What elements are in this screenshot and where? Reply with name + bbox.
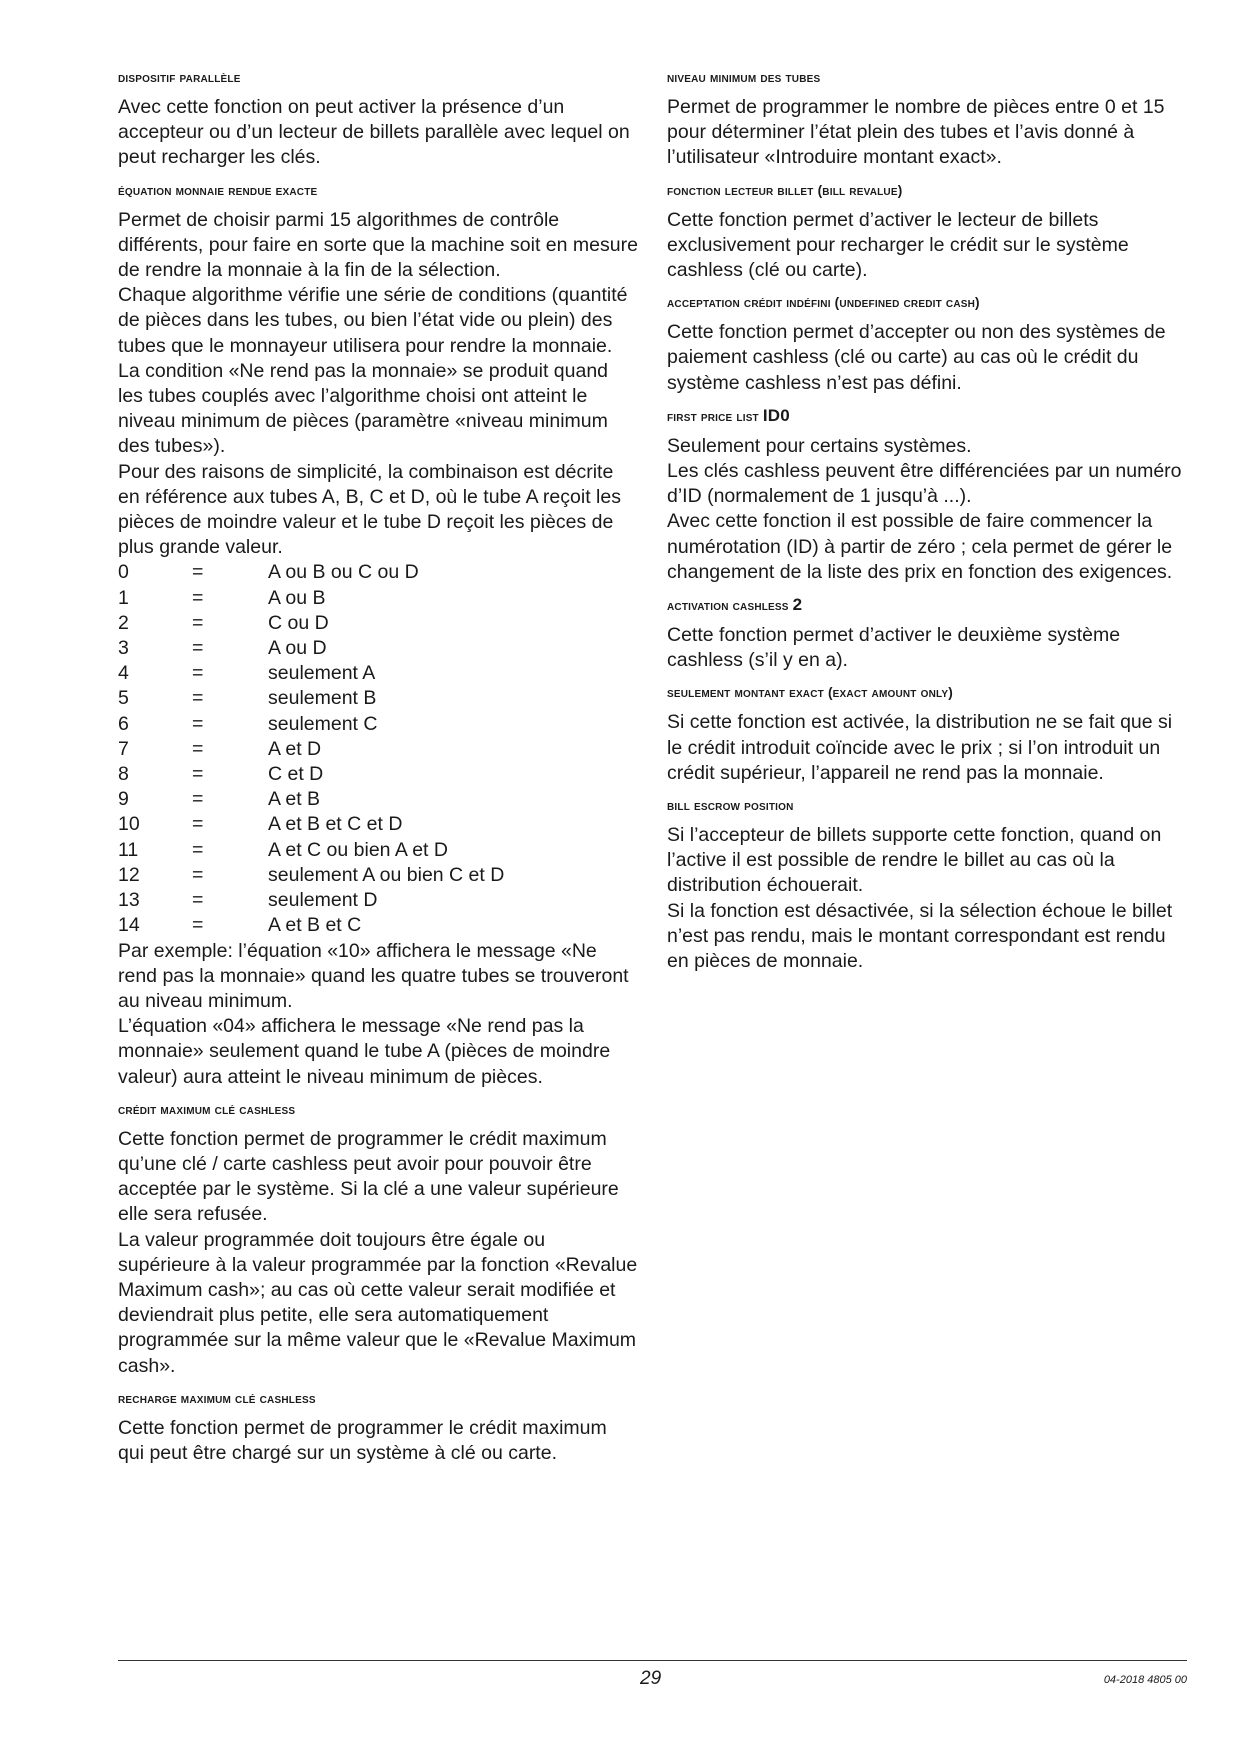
section-undefined-credit xyxy=(667,295,1187,396)
section-bill-escrow xyxy=(667,798,1187,974)
section-heading: fonction lecteur billet (bill revalue) xyxy=(667,182,903,198)
paragraph: Avec cette fonction il est possible de faire commencer la numérotation (ID) à partir de zéro ; cela permet de gérer le changement de la liste des prix en fonction des exigences. xyxy=(667,510,1173,583)
equation-text: A ou B ou C ou D xyxy=(268,561,419,584)
equation-number: 7 xyxy=(118,737,129,760)
paragraph: Cette fonction permet de programmer le crédit maximum qui peut être chargé sur un système à clé ou carte. xyxy=(118,1416,607,1464)
equation-number: 0 xyxy=(118,561,129,584)
section-recharge-maximum xyxy=(118,1391,638,1466)
section-heading: recharge maximum clé cashless xyxy=(118,1390,316,1406)
equation-sign: = xyxy=(192,914,204,937)
paragraph: Si la fonction est désactivée, si la sélection échoue le billet n’est pas rendu, mais le montant correspondant est rendu en pièces de monnaie. xyxy=(667,899,1173,973)
equation-number: 5 xyxy=(118,687,129,710)
paragraph: L’équation «04» affichera le message «Ne rend pas la monnaie» seulement quand le tube A (pièces de moindre valeur) aura atteint le niveau minimum de pièces. xyxy=(118,1015,611,1088)
heading-text: activation cashless xyxy=(667,598,789,614)
equation-sign: = xyxy=(192,561,204,584)
equation-number: 14 xyxy=(118,914,140,937)
equation-number: 13 xyxy=(118,889,140,912)
page-number: 29 xyxy=(640,1668,662,1689)
equation-row xyxy=(118,762,638,787)
section-dispositif-parallele xyxy=(118,70,638,171)
heading-text: first price list xyxy=(667,408,759,424)
section-bill-revalue xyxy=(667,183,1187,284)
paragraph: Cette fonction permet d’accepter ou non des systèmes de paiement cashless (clé ou carte) au cas où le crédit du système cashless n’est pas défini. xyxy=(667,321,1166,394)
equation-text: A et B xyxy=(268,788,321,811)
equation-sign: = xyxy=(192,863,204,886)
equation-text: seulement A ou bien C et D xyxy=(268,863,505,886)
equation-sign: = xyxy=(192,687,204,710)
document-code: 04-2018 4805 00 xyxy=(1103,1674,1187,1686)
paragraph: Cette fonction permet d’activer le deuxième système cashless (s’il y en a). xyxy=(667,624,1121,672)
equation-text: A et B et C et D xyxy=(268,813,403,836)
equation-number: 11 xyxy=(118,838,139,861)
equation-row xyxy=(118,611,638,636)
equation-sign: = xyxy=(192,763,204,786)
equation-text: A et C ou bien A et D xyxy=(268,838,448,861)
equation-row xyxy=(118,737,638,762)
heading-suffix: ID0 xyxy=(762,405,790,425)
equation-sign: = xyxy=(192,889,204,912)
equation-row xyxy=(118,913,638,938)
paragraph: Les clés cashless peuvent être différenciées par un numéro d’ID (normalement de 1 jusqu’à ...). xyxy=(667,460,1182,508)
equation-text: A et B et C xyxy=(268,914,362,937)
equation-row xyxy=(118,636,638,661)
equation-row xyxy=(118,661,638,686)
equation-row xyxy=(118,586,638,611)
paragraph: Pour des raisons de simplicité, la combinaison est décrite en référence aux tubes A, B, C et D, où le tube A reçoit les pièces de moindre valeur et le tube D reçoit les pièces de plus grande valeur. xyxy=(118,460,621,559)
section-niveau-minimum xyxy=(667,70,1187,171)
equation-text: C et D xyxy=(268,763,324,786)
equation-number: 12 xyxy=(118,863,140,886)
equation-text: A et D xyxy=(268,737,322,760)
paragraph: Chaque algorithme vérifie une série de conditions (quantité de pièces dans les tubes, ou bien l’état vide ou plein) des tubes que le monnayeur utilisera pour rendre la monnaie. xyxy=(118,284,628,357)
equation-text: seulement C xyxy=(268,712,378,735)
equation-number: 3 xyxy=(118,637,129,660)
paragraph: Seulement pour certains systèmes. xyxy=(667,434,972,457)
equation-number: 4 xyxy=(118,662,129,685)
paragraph: La condition «Ne rend pas la monnaie» se produit quand les tubes couplés avec l’algorithme choisi ont atteint le niveau minimum de pièces (paramètre «niveau minimum des tubes»). xyxy=(118,359,609,458)
equation-row xyxy=(118,560,638,585)
equation-sign: = xyxy=(192,813,204,836)
section-credit-maximum xyxy=(118,1102,638,1379)
section-heading xyxy=(667,597,1187,614)
equation-number: 10 xyxy=(118,813,140,836)
section-heading: bill escrow position xyxy=(667,798,794,814)
equation-sign: = xyxy=(192,662,204,685)
paragraph: La valeur programmée doit toujours être égale ou supérieure à la valeur programmée par la fonction «Revalue Maximum cash»; au cas où cette valeur serait modifiée et deviendrait plus petite, elle sera automatiquement programmée sur la même valeur que le «Revalue Maximum cash». xyxy=(118,1228,638,1377)
heading-suffix: 2 xyxy=(792,595,803,615)
equation-sign: = xyxy=(192,637,204,660)
equation-number: 2 xyxy=(118,611,129,634)
equation-sign: = xyxy=(192,586,204,609)
equation-text: seulement A xyxy=(268,662,376,685)
footer-rule xyxy=(118,1660,1187,1661)
equation-sign: = xyxy=(192,737,204,760)
equation-list xyxy=(118,560,638,938)
section-first-price-list xyxy=(667,405,1187,585)
equation-row xyxy=(118,686,638,711)
equation-sign: = xyxy=(192,838,204,861)
equation-row xyxy=(118,888,638,913)
equation-sign: = xyxy=(192,788,204,811)
equation-number: 9 xyxy=(118,788,129,811)
equation-row xyxy=(118,863,638,888)
equation-text: seulement B xyxy=(268,687,377,710)
equation-row xyxy=(118,838,638,863)
equation-number: 6 xyxy=(118,712,129,735)
equation-text: seulement D xyxy=(268,889,378,912)
paragraph: Cette fonction permet d’activer le lecteur de billets exclusivement pour recharger le crédit sur le système cashless (clé ou carte). xyxy=(667,208,1129,282)
section-heading: niveau minimum des tubes xyxy=(667,70,821,85)
equation-row xyxy=(118,812,638,837)
equation-number: 1 xyxy=(118,586,129,609)
paragraph: Par exemple: l’équation «10» affichera le message «Ne rend pas la monnaie» quand les quatre tubes se trouveront au niveau minimum. xyxy=(118,939,629,1012)
equation-row xyxy=(118,787,638,812)
equation-number: 8 xyxy=(118,763,129,786)
section-exact-amount xyxy=(667,685,1187,786)
section-activation-cashless xyxy=(667,597,1187,673)
paragraph: Permet de choisir parmi 15 algorithmes de contrôle différents, pour faire en sorte que la machine soit en mesure de rendre la monnaie à la fin de la sélection. xyxy=(118,208,638,282)
paragraph: Si cette fonction est activée, la distribution ne se fait que si le crédit introduit coïncide avec le prix ; si l’on introduit un crédit supérieur, l’appareil ne rend pas la monnaie. xyxy=(667,711,1173,784)
right-column xyxy=(667,70,1187,986)
paragraph: Permet de programmer le nombre de pièces entre 0 et 15 pour déterminer l’état plein des tubes et l’avis donné à l’utilisateur «Introduire montant exact». xyxy=(667,96,1165,169)
paragraph: Si l’accepteur de billets supporte cette fonction, quand on l’active il est possible de rendre le billet au cas où la distribution échouerait. xyxy=(667,824,1162,897)
paragraph: Cette fonction permet de programmer le crédit maximum qu’une clé / carte cashless peut avoir pour pouvoir être acceptée par le système. Si la clé a une valeur supérieure elle sera refusée. xyxy=(118,1127,619,1226)
section-heading: seulement montant exact (exact amount only) xyxy=(667,685,953,701)
section-equation-monnaie xyxy=(118,183,638,1090)
section-heading: dispositif parallèle xyxy=(118,70,241,85)
equation-sign: = xyxy=(192,611,204,634)
left-column xyxy=(118,70,638,1478)
equation-text: A ou B xyxy=(268,586,326,609)
section-heading: crédit maximum clé cashless xyxy=(118,1101,296,1117)
paragraph: Avec cette fonction on peut activer la présence d’un accepteur ou d’un lecteur de billets parallèle avec lequel on peut recharger les clés. xyxy=(118,96,630,169)
equation-text: C ou D xyxy=(268,611,329,634)
section-heading: acceptation crédit indéfini (undefined credit cash) xyxy=(667,295,980,311)
equation-row xyxy=(118,712,638,737)
equation-text: A ou D xyxy=(268,637,327,660)
equation-sign: = xyxy=(192,712,204,735)
section-heading xyxy=(667,405,1187,425)
section-heading: équation monnaie rendue exacte xyxy=(118,182,318,198)
